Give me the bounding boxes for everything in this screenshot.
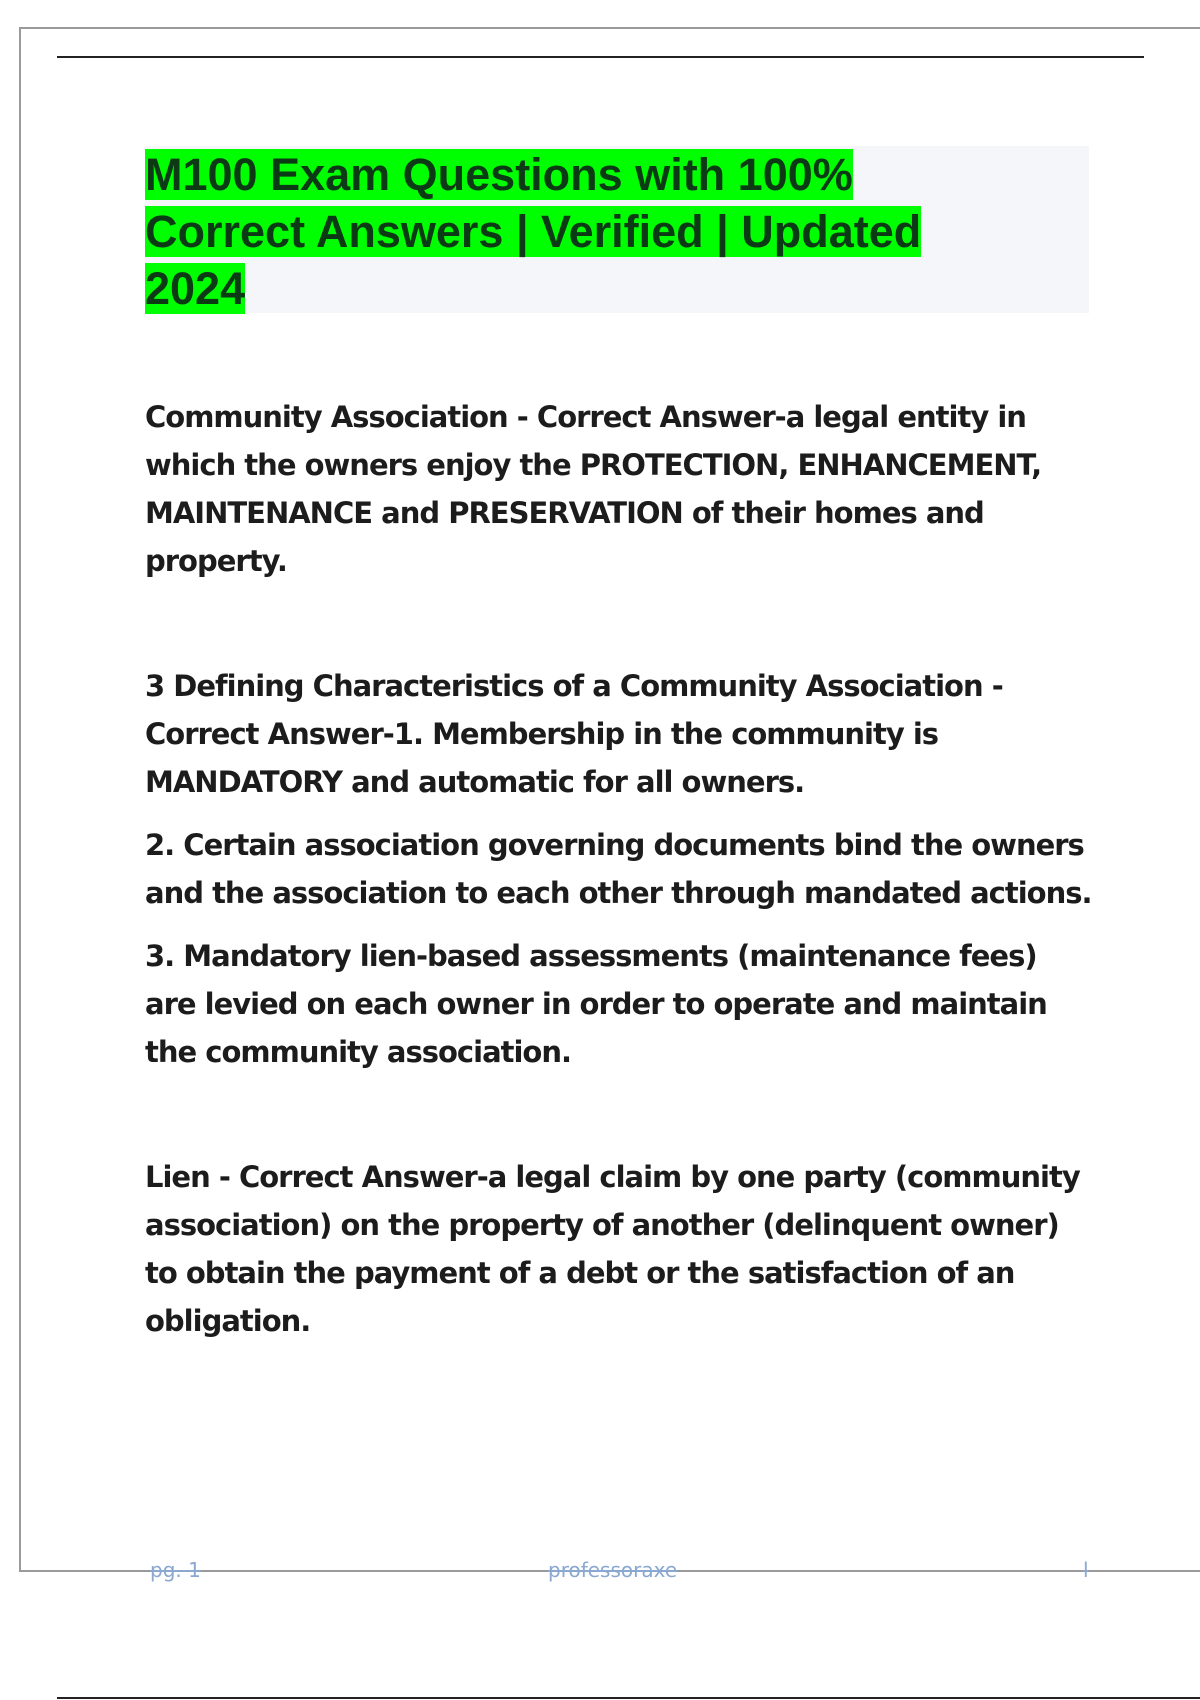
paragraph-defining-characteristics: 3 Defining Characteristics of a Community Association - Correct Answer-1. Membership in the community is MANDATORY and automatic for all owners. <box>145 669 1003 799</box>
footer-author: professoraxe <box>548 1558 678 1582</box>
title-highlight: M100 Exam Questions with 100% Correct Answers | Verified | Updated 2024 <box>145 149 922 314</box>
page-footer <box>0 1558 1200 1588</box>
bottom-rule <box>57 1697 1200 1699</box>
footer-mark: l <box>1083 1558 1089 1582</box>
document-title <box>145 146 1005 317</box>
footer-page-number: pg. 1 <box>150 1558 201 1582</box>
paragraph-characteristic-3: 3. Mandatory lien-based assessments (maintenance fees) are levied on each owner in order to operate and maintain the community association. <box>145 939 1047 1069</box>
title-box <box>145 146 1089 313</box>
paragraph-characteristic-2: 2. Certain association governing documents bind the owners and the association to each other through mandated actions. <box>145 828 1092 910</box>
paragraph-community-association: Community Association - Correct Answer-a legal entity in which the owners enjoy the PROTECTION, ENHANCEMENT, MAINTENANCE and PRESERVATION of their homes and property. <box>145 400 1042 578</box>
paragraph-lien: Lien - Correct Answer-a legal claim by one party (community association) on the property of another (delinquent owner) to obtain the payment of a debt or the satisfaction of an obligation. <box>145 1160 1080 1338</box>
header-rule <box>57 56 1144 58</box>
document-body <box>145 393 1095 1345</box>
